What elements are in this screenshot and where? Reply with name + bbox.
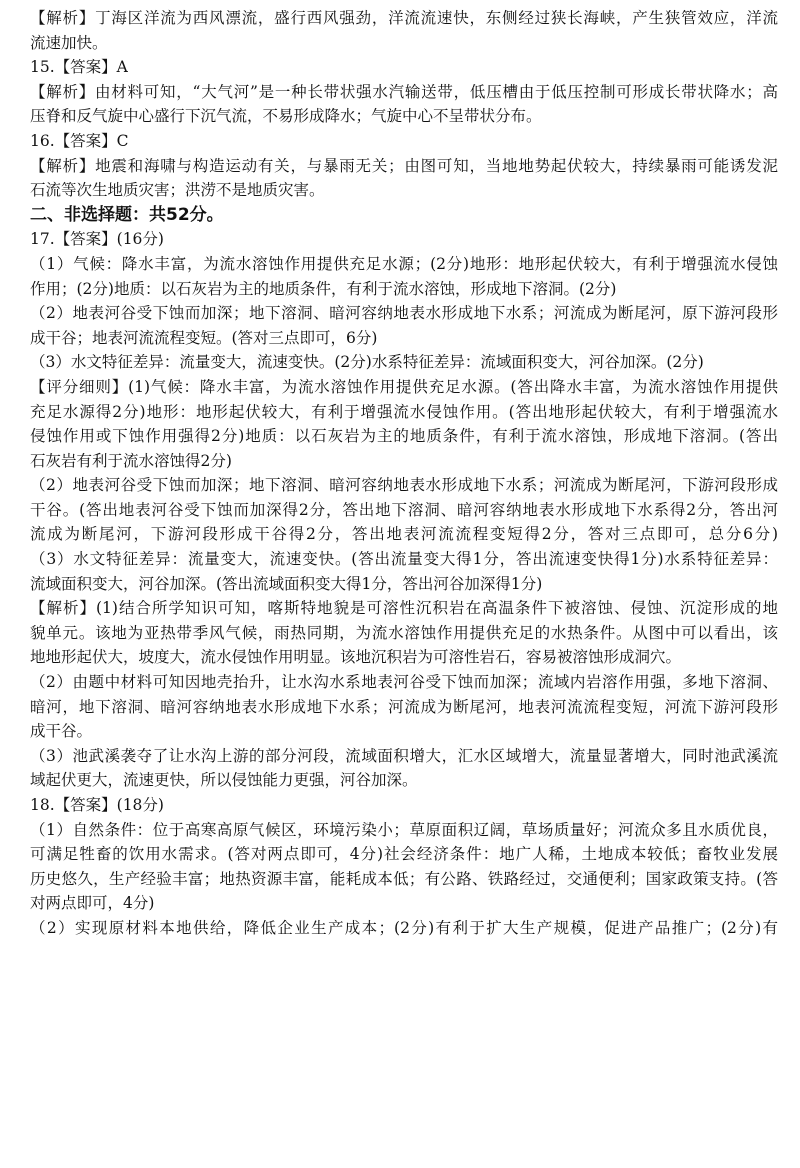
text-line: 域起伏更大，流速更快，所以侵蚀能力更强，河谷加深。 xyxy=(30,771,418,790)
text-line: 对两点即可，4分) xyxy=(30,894,155,913)
text-line: 可满足牲畜的饮用水需求。(答对两点即可，4分)社会经济条件：地广人稀，土地成本较低；畜牧业发展 xyxy=(30,845,778,864)
text-line: 成干谷；地表河流流程变短。(答对三点即可，6分) xyxy=(30,328,378,347)
text-line: 【解析】丁海区洋流为西风漂流，盛行西风强劲，洋流流速快，东侧经过狭长海峡，产生狭管效应，洋流 xyxy=(30,9,778,27)
text-line: 作用；(2分)地质：以石灰岩为主的地质条件，有利于流水溶蚀，形成地下溶洞。(2分) xyxy=(30,279,617,298)
text-line: 暗河，地下溶洞、暗河容纳地表水形成地下水系；河流成为断尾河，地表河流流程变短，河流下游河段形 xyxy=(30,697,778,716)
text-line: 干谷。(答出地表河谷受下蚀而加深得2分，答出地下溶洞、暗河容纳地表水形成地下水系得2分，答出河 xyxy=(30,500,778,519)
text-line: 石灰岩有利于流水溶蚀得2分) xyxy=(30,451,232,470)
text-line: 成干谷。 xyxy=(30,722,93,741)
text-line: 充足水源得2分)地形：地形起伏较大，有利于增强流水侵蚀作用。(答出地形起伏较大，有利于增强流水 xyxy=(30,402,778,421)
text-line: （3）水文特征差异：流量变大，流速变快。(2分)水系特征差异：流域面积变大，河谷加深。(2分) xyxy=(30,353,704,372)
text-line: 【解析】(1)结合所学知识可知，喀斯特地貌是可溶性沉积岩在高温条件下被溶蚀、侵蚀、沉淀形成的地 xyxy=(30,599,778,618)
text-line: （2）地表河谷受下蚀而加深；地下溶洞、暗河容纳地表水形成地下水系；河流成为断尾河，原下游河段形 xyxy=(30,304,778,323)
text-line: 地地形起伏大，坡度大，流水侵蚀作用明显。该地沉积岩为可溶性岩石，容易被溶蚀形成洞穴。 xyxy=(30,648,682,667)
answer-heading-17: 17.【答案】(16分) xyxy=(30,230,164,249)
text-line: （3）水文特征差异：流量变大，流速变快。(答出流量变大得1分，答出流速变快得1分)水系特征差异： xyxy=(30,550,778,569)
text-line: 【解析】地震和海啸与构造运动有关，与暴雨无关；由图可知，当地地势起伏较大，持续暴雨可能诱发泥 xyxy=(30,156,778,175)
text-line: 流速加快。 xyxy=(30,33,108,52)
text-line: （2）地表河谷受下蚀而加深；地下溶洞、暗河容纳地表水形成地下水系；河流成为断尾河，下游河段形成 xyxy=(30,476,778,495)
text-line: 侵蚀作用或下蚀作用强得2分)地质：以石灰岩为主的地质条件，有利于流水溶蚀，形成地下溶洞。(答出 xyxy=(30,427,778,446)
text-line: （1）自然条件：位于高寒高原气候区，环境污染小；草原面积辽阔，草场质量好；河流众多且水质优良， xyxy=(30,820,778,839)
text-line: 流域面积变大，河谷加深。(答出流域面积变大得1分，答出河谷加深得1分) xyxy=(30,574,543,593)
text-line: （3）池武溪袭夺了让水沟上游的部分河段，流域面积增大，汇水区域增大，流量显著增大，同时池武溪流 xyxy=(30,746,778,765)
text-line: 【解析】由材料可知，“大气河”是一种长带状强水汽输送带，低压槽由于低压控制可形成长带状降水；高 xyxy=(30,82,778,101)
text-line: 压脊和反气旋中心盛行下沉气流，不易形成降水；气旋中心不呈带状分布。 xyxy=(30,107,542,126)
text-line: 石流等次生地质灾害；洪涝不是地质灾害。 xyxy=(30,181,325,200)
text-line: 历史悠久，生产经验丰富；地热资源丰富，能耗成本低；有公路、铁路经过，交通便利；国家政策支持。(答 xyxy=(30,869,778,888)
text-line: （2）实现原材料本地供给，降低企业生产成本；(2分)有利于扩大生产规模，促进产品推广；(2分)有 xyxy=(30,918,778,937)
text-line: 貌单元。该地为亚热带季风气候，雨热同期，为流水溶蚀作用提供充足的水热条件。从图中可以看出，该 xyxy=(30,623,778,642)
text-line: 流成为断尾河，下游河段形成干谷得2分，答出地表河流流程变短得2分，答对三点即可，总分6分) xyxy=(30,525,778,544)
text-line: 【评分细则】(1)气候：降水丰富，为流水溶蚀作用提供充足水源。(答出降水丰富，为流水溶蚀作用提供 xyxy=(30,377,778,396)
answer-heading-15: 15.【答案】A xyxy=(30,58,128,77)
answer-heading-16: 16.【答案】C xyxy=(30,131,129,150)
text-line: （2）由题中材料可知因地壳抬升，让水沟水系地表河谷受下蚀而加深；流域内岩溶作用强，多地下溶洞、 xyxy=(30,673,778,692)
answer-heading-18: 18.【答案】(18分) xyxy=(30,796,164,814)
text-line: （1）气候：降水丰富，为流水溶蚀作用提供充足水源；(2分)地形：地形起伏较大，有利于增强流水侵蚀 xyxy=(30,254,778,273)
section-title: 二、非选择题：共52分。 xyxy=(30,204,224,225)
